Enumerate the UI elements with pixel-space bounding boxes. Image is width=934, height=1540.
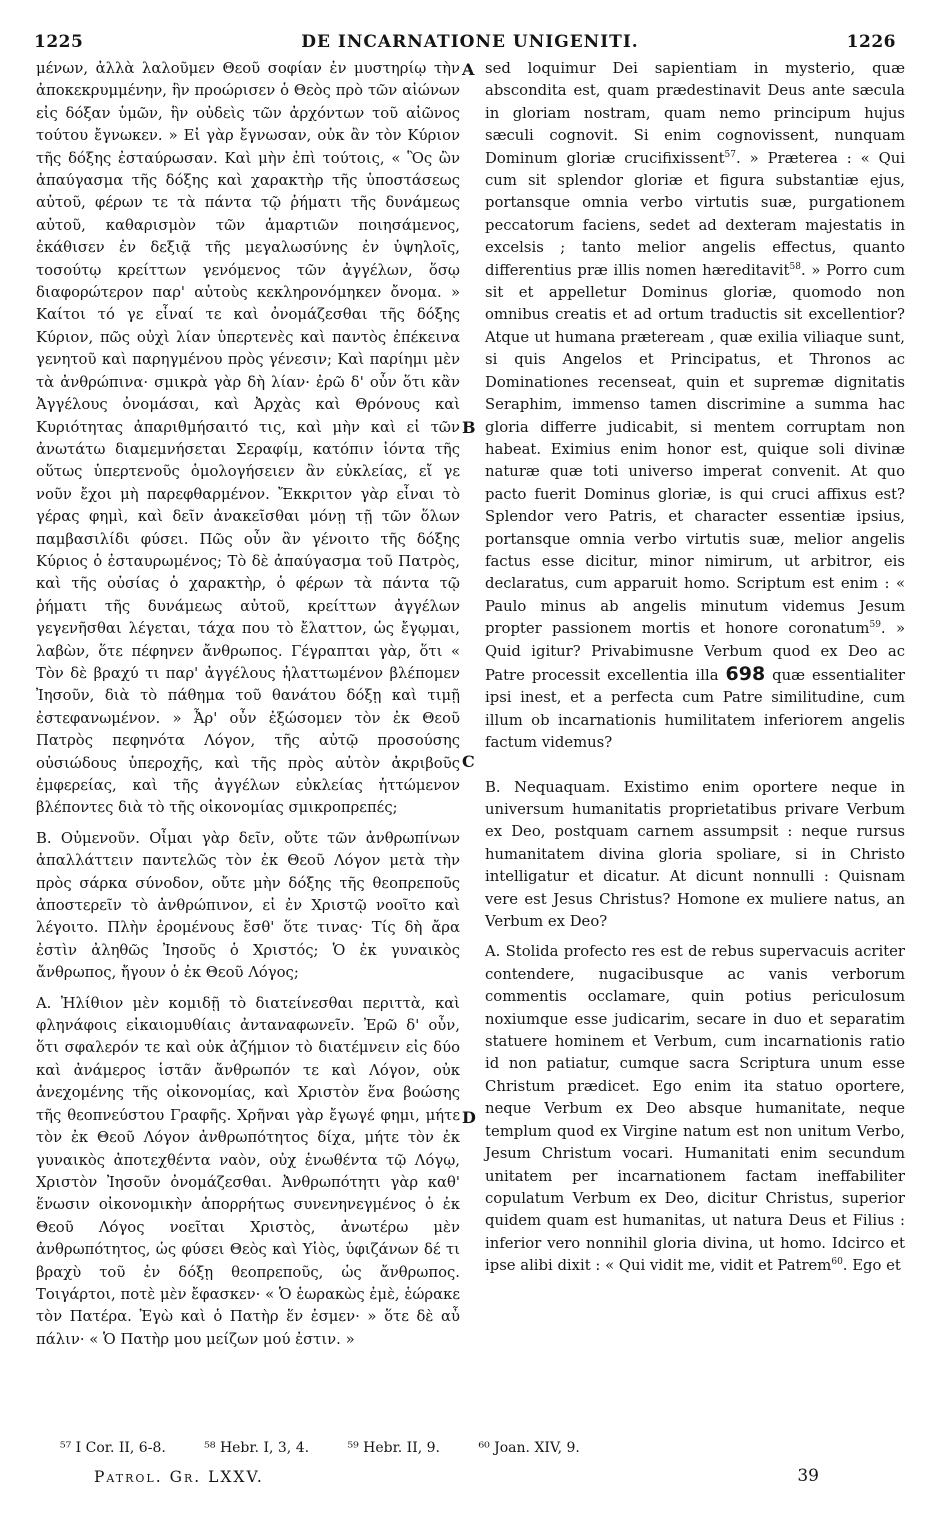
footnotes <box>60 1440 614 1456</box>
margin-letter-a: A <box>462 60 475 79</box>
latin-paragraph-3 <box>485 941 905 1277</box>
greek-paragraph-2: Β. Οὐμενοῦν. Οἶμαι γὰρ δεῖν, οὔτε τῶν ἀνθρωπίνων ἀπαλλάττειν παντελῶς τὸν ἐκ Θεοῦ Λόγον μετὰ τὴν πρὸς σάρκα σύνοδον, οὔτε μὴν δόξης τῆς θεοπρεποῦς ἀποστερεῖν τὸ ἀνθρώπινον, εἰ ἐν Χριστῷ νοοῖτο καὶ λέγοιτο. Πλὴν ἐρομένους ἔσθ' ὅτε τινας· Τίς δὴ ἄρα ἐστὶν ἀληθῶς Ἰησοῦς ὁ Χριστός; Ὁ ἐκ γυναικὸς ἄνθρωπος, ἤγουν ὁ ἐκ Θεοῦ Λόγος; <box>36 829 460 982</box>
latin-text: sed loquimur Dei sapientiam in mysterio, quæ abscondita est, quam prædestinavit Deus ante sæcula in gloriam nostram, quam nemo principum hujus sæculi cognovit. Si enim cognovissent, nunquam Dominum gloriæ crucifixissent <box>485 60 905 167</box>
latin-text: . » Porro cum sit et appelletur Dominus gloriæ, quomodo non omnibus creatis et ad ortum traductis sit excellentior? Atque ut humana præteream , quæ exilia viliaque sunt, si quis Angelos et Principatus, et Thronos ac Dominationes recenseat, quin et supremæ dignitatis Seraphim, immenso tamen discrimine a summa hac gloria differre judicabit, si mentem corruptam non habeat. Eximius enim honor est, quique soli divinæ naturæ quæ toti universo imperat convenit. At quo pacto fuerit Dominus gloriæ, is qui cruci affixus est? Splendor vero Patris, et character essentiæ ipsius, portansque omnia verbo virtutis suæ, melior angelis factus esse dicitur, minor nimirum, ut arbitror, eis declaratus, cum apparuit homo. Scriptum est enim : « Paulo minus ab angelis minutum videmus Jesum propter passionem mortis et honore coronatum <box>485 261 905 638</box>
footnote-60: ⁶⁰ Joan. XIV, 9. <box>478 1440 580 1456</box>
footnote-58: ⁵⁸ Hebr. I, 3, 4. <box>204 1440 310 1456</box>
volume-signature: Patrol. Gr. LXXV. <box>94 1468 264 1486</box>
latin-text: . » Quid igitur? Privabimusne Verbum quod ex Deo ac Patre processit excellentia illa <box>485 620 905 684</box>
left-column-number: 1225 <box>34 32 84 52</box>
footnote-ref-58[interactable]: 58 <box>789 261 801 272</box>
footnote-59: ⁵⁹ Hebr. II, 9. <box>347 1440 441 1456</box>
greek-paragraph-3: Α. Ἠλίθιον μὲν κομιδῇ τὸ διατείνεσθαι περιττὰ, καὶ φληνάφοις εἰκαιομυθίαις ἀνταναφωνεῖν. Ἐρῶ δ' οὖν, ὅτι σφαλερόν τε καὶ οὐκ ἀζήμιον τὸ διατέμνειν εἰς δύο καὶ ἀνάμερος ἱστᾶν ἄνθρωπόν τε καὶ Λόγον, οὐκ ἀνεχομένης τῆς οἰκονομίας, καὶ Χριστὸν ἕνα βοώσης τῆς θεοπνεύστου Γραφῆς. Χρῆναι γὰρ ἔγωγέ φημι, μήτε τὸν ἐκ Θεοῦ Λόγον ἀνθρωπότητος δίχα, μήτε τὸν ἐκ γυναικὸς ἀποτεχθέντα ναὸν, οὐχ ἑνωθέντα τῷ Λόγῳ, Χριστὸν Ἰησοῦν ὀνομάζεσθαι. Ἀνθρωπότητι γὰρ καθ' ἕνωσιν οἰκονομικὴν ἀπορρήτως συνενηνεγμένος ὁ ἐκ Θεοῦ Λόγος νοεῖται Χριστὸς, ἀνωτέρω μὲν ἀνθρωπότητος, ὡς φύσει Θεὸς καὶ Υἱὸς, ὑφιζάνων δέ τι βραχὺ τοῦ ἐν δόξῃ θεοπρεποῦς, ὡς ἄνθρωπος. Τοιγάρτοι, ποτὲ μὲν ἔφασκεν· « Ὁ ἑωρακὼς ἐμὲ, ἑώρακε τὸν Πατέρα. Ἐγὼ καὶ ὁ Πατὴρ ἕν ἐσμεν· » ὅτε δὲ αὖ πάλιν· « Ὁ Πατὴρ μου μείζων μού ἐστιν. » <box>36 994 460 1348</box>
column-marker: 698 <box>725 662 766 685</box>
footnote-ref-60[interactable]: 60 <box>831 1257 843 1268</box>
running-title: DE INCARNATIONE UNIGENITI. <box>301 32 639 52</box>
greek-paragraph-1: μένων, ἀλλὰ λαλοῦμεν Θεοῦ σοφίαν ἐν μυστηρίῳ τὴν ἀποκεκρυμμένην, ἣν προώρισεν ὁ Θεὸς πρὸ τῶν αἰώνων εἰς δόξαν ὑμῶν, ἣν οὐδεὶς τῶν ἀρχόντων τοῦ αἰῶνος τούτου ἔγνωκεν. » Εἰ γὰρ ἔγνωσαν, οὐκ ἂν τὸν Κύριον τῆς δόξης ἐσταύρωσαν. Καὶ μὴν ἐπὶ τούτοις, « Ὃς ὢν ἀπαύγασμα τῆς δόξης καὶ χαρακτὴρ τῆς ὑποστάσεως αὐτοῦ, φέρων τε τὰ πάντα τῷ ῥήματι τῆς δυνάμεως αὐτοῦ, καθαρισμὸν τῶν ἁμαρτιῶν ποιησάμενος, ἐκάθισεν ἐν δεξιᾷ τῆς μεγαλωσύνης ἐν ὑψηλοῖς, τοσούτῳ κρείττων γενόμενος τῶν ἀγγέλων, ὅσῳ διαφορώτερον παρ' αὐτοὺς κεκληρονόμηκεν ὄνομα. » Καίτοι τό γε εἶναί τε καὶ ὀνομάζεσθαι τῆς δόξης Κύριον, πῶς οὐχὶ λίαν ὑπερτενὲς καὶ παντὸς ἐπέκεινα γενητοῦ καὶ παρηγμένου πρὸς γένεσιν; Καὶ παρίημι μὲν τὰ ἀνθρώπινα· σμικρὰ γὰρ δὴ λίαν· ἐρῶ δ' οὖν ὅτι κἂν Ἀγγέλους ὀνομάσαι, καὶ Ἀρχὰς καὶ Θρόνους καὶ Κυριότητας ἀπαριθμήσαιτό τις, καὶ μὴν καὶ εἰ τῶν ἀνωτάτω διαμεμνήσεται Σεραφίμ, κατόπιν ἰόντα τῆς οὕτως ὑπερτενοῦς ὁμολογήσειεν ἂν εὐκλείας, εἴ γε νοῦν ἔχοι μὴ παρεφθαρμένον. Ἔκκριτον γὰρ εἶναι τὸ γέρας φημὶ, καὶ δεῖν ἀνακεῖσθαι μόνῃ τῇ τῶν ὅλων παμβασιλίδι φύσει. Πῶς οὖν ἂν γένοιτο τῆς δόξης Κύριος ὁ ἐσταυρωμένος; Τὸ δὲ ἀπαύγασμα τοῦ Πατρὸς, καὶ τῆς οὐσίας ὁ χαρακτὴρ, ὁ φέρων τὰ πάντα τῷ ῥήματι τῆς δυνάμεως αὐτοῦ, κρείττων ἀγγέλων γεγενῆσθαι λέγεται, τάχα που τὸ ἔλαττον, ὡς ἔγῳμαι, λαβὼν, ὅτε πέφηνεν ἄνθρωπος. Γέγραπται γὰρ, ὅτι « Τὸν δὲ βραχύ τι παρ' ἀγγέλους ἠλαττωμένον βλέπομεν Ἰησοῦν, διὰ τὸ πάθημα τοῦ θανάτου δόξῃ καὶ τιμῇ ἐστεφανωμένον. » Ἆρ' οὖν ἐξώσομεν τὸν ἐκ Θεοῦ Πατρὸς πεφηνότα Λόγον, τῆς αὐτῷ προσούσης οὐσιώδους ὑπεροχῆς, καὶ τῆς πρὸς αὐτὸν ἀκριβοῦς ἐμφερείας, καὶ τῆς ἀγγέλων εὐκλείας ἡττώμενον βλέποντες διὰ τὸ τῆς οἰκονομίας σμικροπρεπές; <box>36 60 460 817</box>
greek-column <box>36 58 460 1351</box>
footnote-ref-59[interactable]: 59 <box>869 620 881 631</box>
margin-letter-c: C <box>462 752 475 771</box>
right-column-number: 1226 <box>846 32 896 52</box>
latin-paragraph-2: B. Nequaquam. Existimo enim oportere neque in universum humanitatis proprietatibus privare Verbum ex Deo, postquam carnem assumpsit : neque rursus humanitatem divina gloria spoliare, si in Christo intelligatur et dicatur. At dicunt nonnulli : Quisnam vere est Jesus Christus? Homone ex muliere natus, an Verbum ex Deo? <box>485 778 905 931</box>
latin-paragraph-1 <box>485 58 905 755</box>
latin-text: . Ego et <box>842 1257 901 1275</box>
latin-text: . » Præterea : « Qui cum sit splendor gloriæ et figura substantiæ ejus, portansque omnia verbo virtutis suæ, purgationem peccatorum faciens, sedet ad dexteram majestatis in excelsis ; tanto melior angelis effectus, quanto differentius præ illis nomen hæreditavit <box>485 149 906 279</box>
margin-letter-b: B <box>462 418 476 437</box>
margin-letter-d: D <box>462 1108 476 1127</box>
page-number: 39 <box>797 1466 819 1486</box>
latin-text: quæ essentialiter ipsi inest, et a perfecta cum Patre similitudine, cum illum ob incarnationis humilitatem inferiorem angelis factum videmus? <box>485 666 905 752</box>
footnote-ref-57[interactable]: 57 <box>724 149 736 160</box>
latin-column <box>485 58 905 1278</box>
latin-text: A. Stolida profecto res est de rebus supervacuis acriter contendere, nugacibusque ac vanis verborum commentis occlamare, quin potius periculosum noxiumque esse judicarim, secare in duo et separatim statuere hominem et Verbum, cum incarnationis ratio id non patiatur, cumque sacra Scriptura unum esse Christum prædicet. Ego enim ita statuo oportere, neque Verbum ex Deo absque humanitate, neque templum quod ex Virgine natum est non unitum Verbo, Jesum Christum vocari. Humanitati enim secundum unitatem per incarnationem factam ineffabiliter copulatum Verbum ex Deo, dicitur Christus, superior quidem quam est humanitas, ut natura Deus et Filius : inferior vero nonnihil gloria divina, ut homo. Idcirco et ipse alibi dixit : « Qui vidit me, vidit et Patrem <box>485 943 905 1275</box>
footnote-57: ⁵⁷ I Cor. II, 6-8. <box>60 1440 166 1456</box>
